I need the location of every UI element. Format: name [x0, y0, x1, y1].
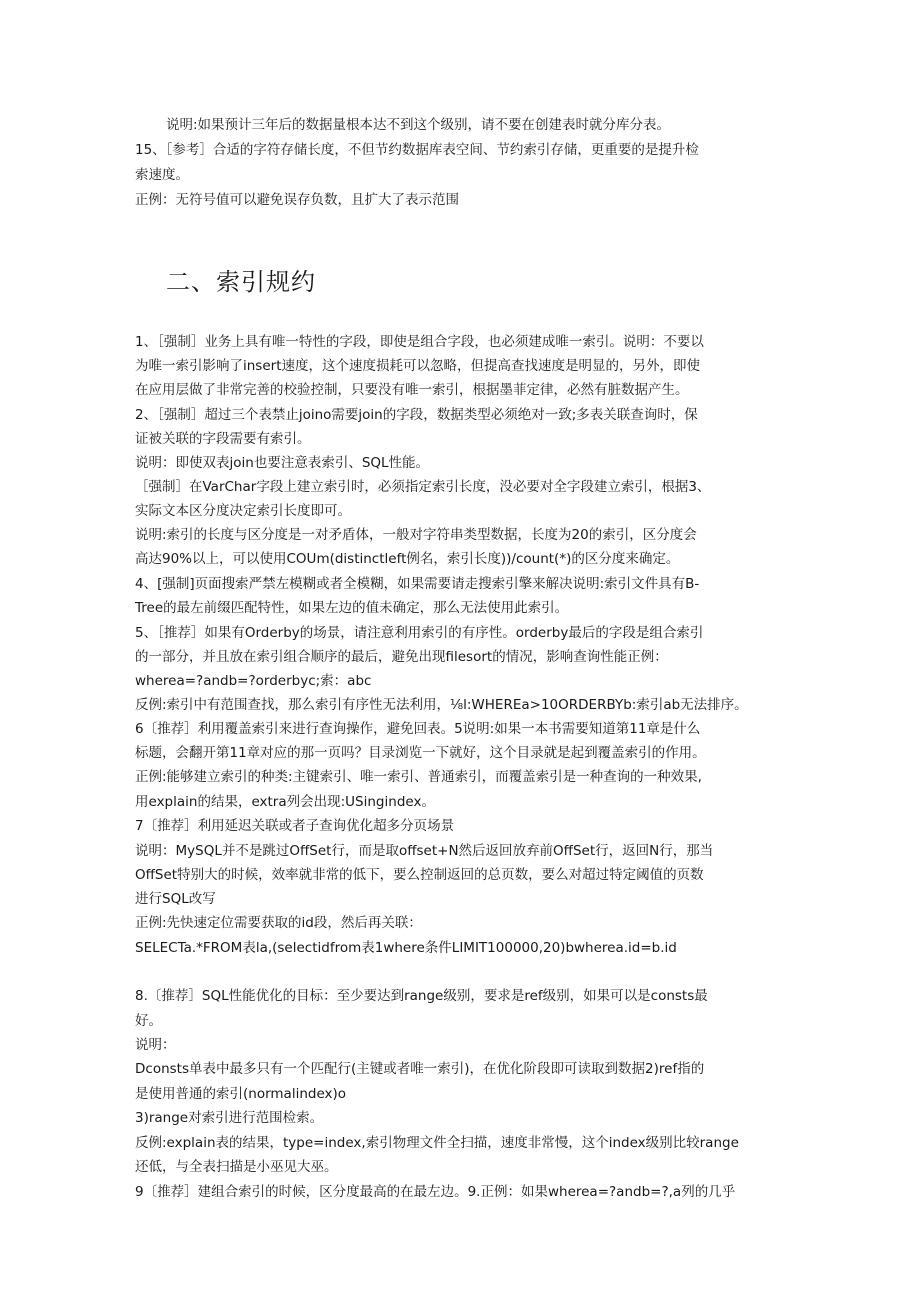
text-line: 反例:explain表的结果，type=index,索引物理文件全扫描，速度非常慢，这个index级别比较range — [135, 1135, 739, 1151]
text-line: 15、［参考］合适的字符存储长度，不但节约数据库表空间、节约索引存储，更重要的是提升检 — [135, 142, 699, 158]
text-line: 1、［强制］业务上具有唯一特性的字段，即使是组合字段，也必须建成唯一索引。说明：不要以 — [135, 334, 704, 350]
text-line: 的一部分，并且放在索引组合顺序的最后，避免出现filesort的情况，影响查询性能正例： — [135, 649, 668, 665]
text-line: 说明:索引的长度与区分度是一对矛盾体，一般对字符串类型数据，长度为20的索引，区分度会 — [135, 527, 697, 543]
text-line: 索速度。 — [135, 167, 189, 183]
text-line: 高达90%以上，可以使用COUm(distinctleft例名，索引长度))∕count(*)的区分度来确定。 — [135, 551, 680, 567]
text-line: 8.〔推荐］SQL性能优化的目标：至少要达到range级别，要求是ref级别，如果可以是consts最 — [135, 988, 708, 1004]
text-line: 正例：无符号值可以避免误存负数，且扩大了表示范围 — [135, 192, 459, 208]
text-line: 说明： — [135, 1037, 176, 1053]
text-line: 7〔推荐］利用延迟关联或者子查询优化超多分页场景 — [135, 818, 455, 834]
text-line: ［强制］在VarChar字段上建立索引时，必须指定索引长度，没必要对全字段建立索引，根据3、 — [135, 479, 711, 495]
text-line: 在应用层做了非常完善的校验控制，只要没有唯一索引，根据墨菲定律，必然有脏数据产生。 — [135, 382, 689, 398]
section-heading: 二、索引规约 — [166, 268, 316, 296]
text-line: 还低，与全表扫描是小巫见大巫。 — [135, 1159, 338, 1175]
text-line: Dconsts单表中最多只有一个匹配行(主键或者唯一索引)，在优化阶段即可读取到数据2)ref指的 — [135, 1061, 705, 1077]
text-line: 证被关联的字段需要有索引。 — [135, 431, 311, 447]
text-line: 9〔推荐］建组合索引的时候，区分度最高的在最左边。9.正例：如果wherea=?andb=?,a列的几乎 — [135, 1184, 736, 1200]
text-line: 5、［推荐］如果有Orderby的场景，请注意利用索引的有序性。orderby最后的字段是组合索引 — [135, 625, 704, 641]
text-line: 反例:索引中有范围查找，那么索引有序性无法利用，⅛l:WHEREa>10ORDERBYb:索引ab无法排序。 — [135, 697, 748, 713]
text-line: OffSet特别大的时候，效率就非常的低下，要么控制返回的总页数，要么对超过特定阈值的页数 — [135, 867, 704, 883]
text-line: 说明:如果预计三年后的数据量根本达不到这个级别，请不要在创建表时就分库分表。 — [166, 117, 671, 133]
text-line: 说明：MySQL并不是跳过OffSet行，而是取offset+N然后返回放弃前OffSet行，返回N行，那当 — [135, 843, 714, 859]
text-line: 正例:能够建立索引的种类:主键索引、唯一索引、普通索引，而覆盖索引是一种查询的一种效果, — [135, 769, 702, 785]
text-line: wherea=?andb=?orderbyc;索：abc — [135, 673, 372, 689]
text-line: 2、［强制］超过三个表禁止joino需要join的字段，数据类型必须绝对一致;多表关联查询时，保 — [135, 407, 698, 423]
text-line: 进行SQL改写 — [135, 891, 216, 907]
text-line: 说明：即使双表join也要注意表索引、SQL性能。 — [135, 455, 430, 471]
text-line: SELECTa.*FROM表la,(selectidfrom表1where条件LIMIT100000,20)bwherea.id=b.id — [135, 940, 677, 956]
text-line: 标题，会翻开第11章对应的那一页吗？目录浏览一下就好，这个目录就是起到覆盖索引的作用。 — [135, 745, 706, 761]
text-line: 正例:先快速定位需要获取的id段，然后再关联： — [135, 915, 422, 931]
text-line: 6〔推荐］利用覆盖索引来进行查询操作，避免回表。5说明:如果一本书需要知道第11章是什么 — [135, 721, 701, 737]
text-line: 实际文本区分度决定索引长度即可。 — [135, 503, 351, 519]
text-line: 为唯一索引影响了insert速度，这个速度损耗可以忽略，但提高查找速度是明显的，另外，即使 — [135, 358, 700, 374]
text-line: 4、[强制]页面搜索严禁左模糊或者全模糊，如果需要请走搜索引擎来解决说明:索引文件具有B- — [135, 576, 700, 592]
text-line: 3)range对索引进行范围检索。 — [135, 1110, 324, 1126]
text-line: 好。 — [135, 1013, 162, 1029]
text-line: Tree的最左前缀匹配特性，如果左边的值未确定，那么无法使用此索引。 — [135, 600, 569, 616]
text-line: 是使用普通的索引(normalindex)o — [135, 1086, 347, 1102]
text-line: 用explain的结果，extra列会出现:USingindex。 — [135, 794, 435, 810]
